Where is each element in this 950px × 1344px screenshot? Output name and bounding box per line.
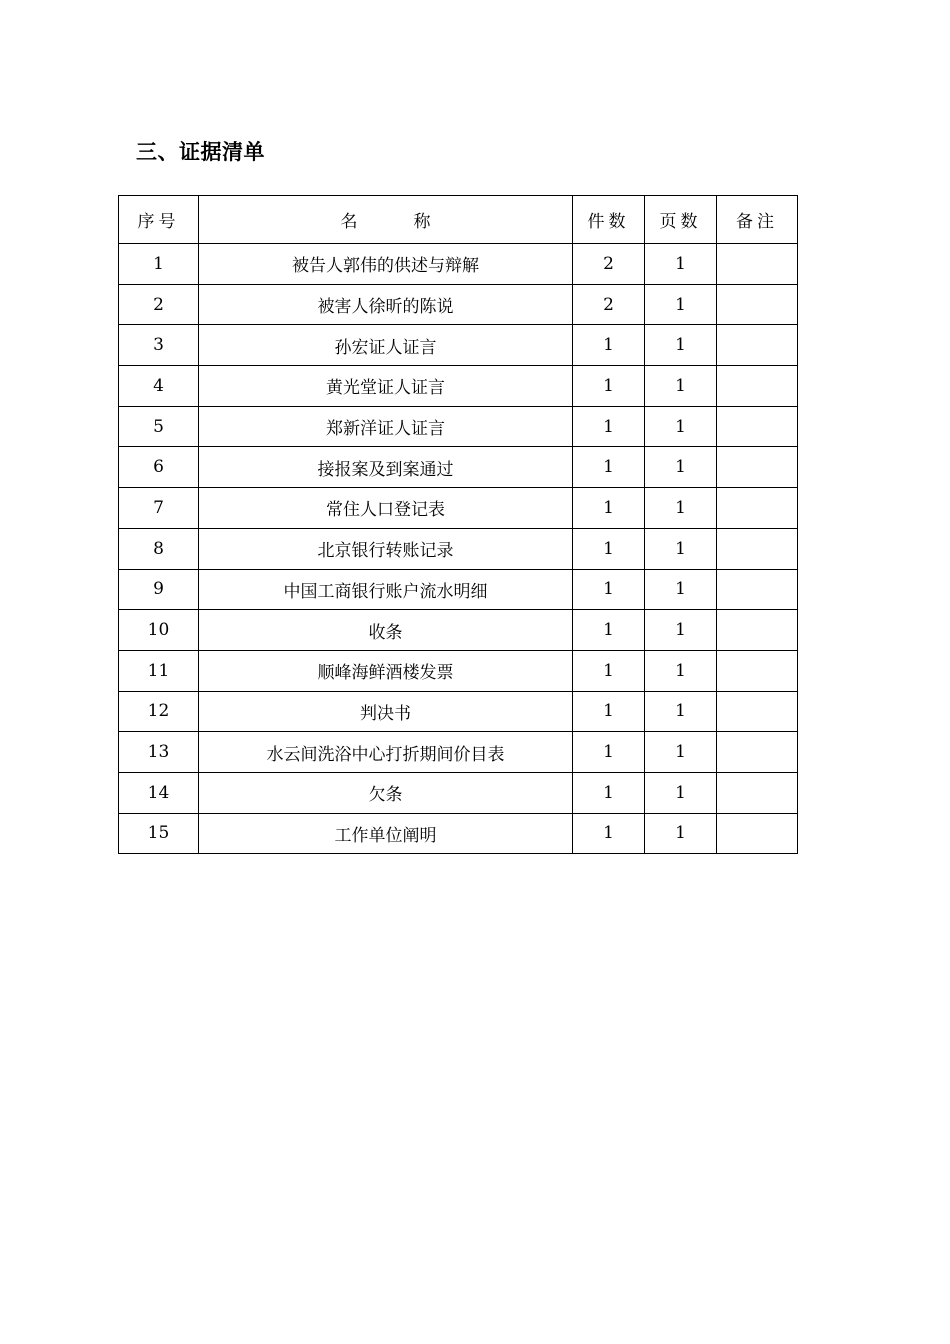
- cell-pages: 1: [645, 569, 717, 610]
- cell-pages: 1: [645, 244, 717, 285]
- header-seq: 序号: [119, 196, 199, 244]
- header-notes: 备注: [717, 196, 798, 244]
- cell-pages: 1: [645, 366, 717, 407]
- cell-pages: 1: [645, 772, 717, 813]
- cell-name: 接报案及到案通过: [199, 447, 573, 488]
- cell-notes: [717, 488, 798, 529]
- cell-notes: [717, 610, 798, 651]
- cell-count: 1: [573, 732, 645, 773]
- cell-seq: 15: [119, 813, 199, 854]
- cell-count: 1: [573, 650, 645, 691]
- table-row: [119, 325, 798, 366]
- table-row: [119, 569, 798, 610]
- cell-notes: [717, 772, 798, 813]
- cell-name: 判决书: [199, 691, 573, 732]
- cell-pages: 1: [645, 284, 717, 325]
- section-title: 三、证据清单: [136, 140, 265, 164]
- table-row: [119, 691, 798, 732]
- table-row: [119, 732, 798, 773]
- table-row: [119, 650, 798, 691]
- cell-pages: 1: [645, 691, 717, 732]
- cell-notes: [717, 569, 798, 610]
- cell-name: 欠条: [199, 772, 573, 813]
- table-row: [119, 488, 798, 529]
- cell-count: 1: [573, 813, 645, 854]
- cell-pages: 1: [645, 325, 717, 366]
- cell-name: 收条: [199, 610, 573, 651]
- cell-name: 被害人徐昕的陈说: [199, 284, 573, 325]
- cell-pages: 1: [645, 732, 717, 773]
- cell-count: 2: [573, 284, 645, 325]
- table-row: [119, 813, 798, 854]
- table-row: [119, 447, 798, 488]
- cell-pages: 1: [645, 528, 717, 569]
- cell-notes: [717, 650, 798, 691]
- cell-seq: 12: [119, 691, 199, 732]
- cell-count: 1: [573, 528, 645, 569]
- table-row: [119, 284, 798, 325]
- table-row: [119, 244, 798, 285]
- cell-seq: 11: [119, 650, 199, 691]
- cell-pages: 1: [645, 650, 717, 691]
- cell-count: 1: [573, 610, 645, 651]
- cell-pages: 1: [645, 610, 717, 651]
- cell-name: 水云间洗浴中心打折期间价目表: [199, 732, 573, 773]
- cell-name: 工作单位阐明: [199, 813, 573, 854]
- cell-name: 中国工商银行账户流水明细: [199, 569, 573, 610]
- evidence-list-table: [118, 195, 798, 854]
- cell-name: 被告人郭伟的供述与辩解: [199, 244, 573, 285]
- cell-notes: [717, 325, 798, 366]
- cell-count: 1: [573, 691, 645, 732]
- cell-notes: [717, 366, 798, 407]
- cell-count: 1: [573, 447, 645, 488]
- cell-seq: 6: [119, 447, 199, 488]
- cell-seq: 1: [119, 244, 199, 285]
- cell-notes: [717, 691, 798, 732]
- header-pages: 页数: [645, 196, 717, 244]
- table-row: [119, 528, 798, 569]
- cell-notes: [717, 244, 798, 285]
- cell-seq: 3: [119, 325, 199, 366]
- cell-notes: [717, 406, 798, 447]
- header-count: 件数: [573, 196, 645, 244]
- cell-name: 黄光堂证人证言: [199, 366, 573, 407]
- cell-notes: [717, 813, 798, 854]
- table-row: [119, 610, 798, 651]
- cell-pages: 1: [645, 406, 717, 447]
- cell-pages: 1: [645, 488, 717, 529]
- cell-seq: 10: [119, 610, 199, 651]
- cell-notes: [717, 528, 798, 569]
- cell-count: 1: [573, 569, 645, 610]
- header-name: 名称: [199, 196, 573, 244]
- cell-notes: [717, 447, 798, 488]
- cell-name: 孙宏证人证言: [199, 325, 573, 366]
- cell-name: 常住人口登记表: [199, 488, 573, 529]
- cell-notes: [717, 284, 798, 325]
- cell-seq: 14: [119, 772, 199, 813]
- cell-count: 2: [573, 244, 645, 285]
- table-header-row: [119, 196, 798, 244]
- cell-name: 郑新洋证人证言: [199, 406, 573, 447]
- cell-notes: [717, 732, 798, 773]
- cell-seq: 2: [119, 284, 199, 325]
- table-row: [119, 366, 798, 407]
- cell-seq: 13: [119, 732, 199, 773]
- table-row: [119, 772, 798, 813]
- table-row: [119, 406, 798, 447]
- cell-count: 1: [573, 772, 645, 813]
- cell-count: 1: [573, 325, 645, 366]
- cell-seq: 8: [119, 528, 199, 569]
- cell-seq: 5: [119, 406, 199, 447]
- cell-pages: 1: [645, 813, 717, 854]
- cell-seq: 9: [119, 569, 199, 610]
- cell-seq: 7: [119, 488, 199, 529]
- cell-name: 顺峰海鲜酒楼发票: [199, 650, 573, 691]
- cell-name: 北京银行转账记录: [199, 528, 573, 569]
- cell-seq: 4: [119, 366, 199, 407]
- cell-count: 1: [573, 406, 645, 447]
- cell-pages: 1: [645, 447, 717, 488]
- cell-count: 1: [573, 366, 645, 407]
- cell-count: 1: [573, 488, 645, 529]
